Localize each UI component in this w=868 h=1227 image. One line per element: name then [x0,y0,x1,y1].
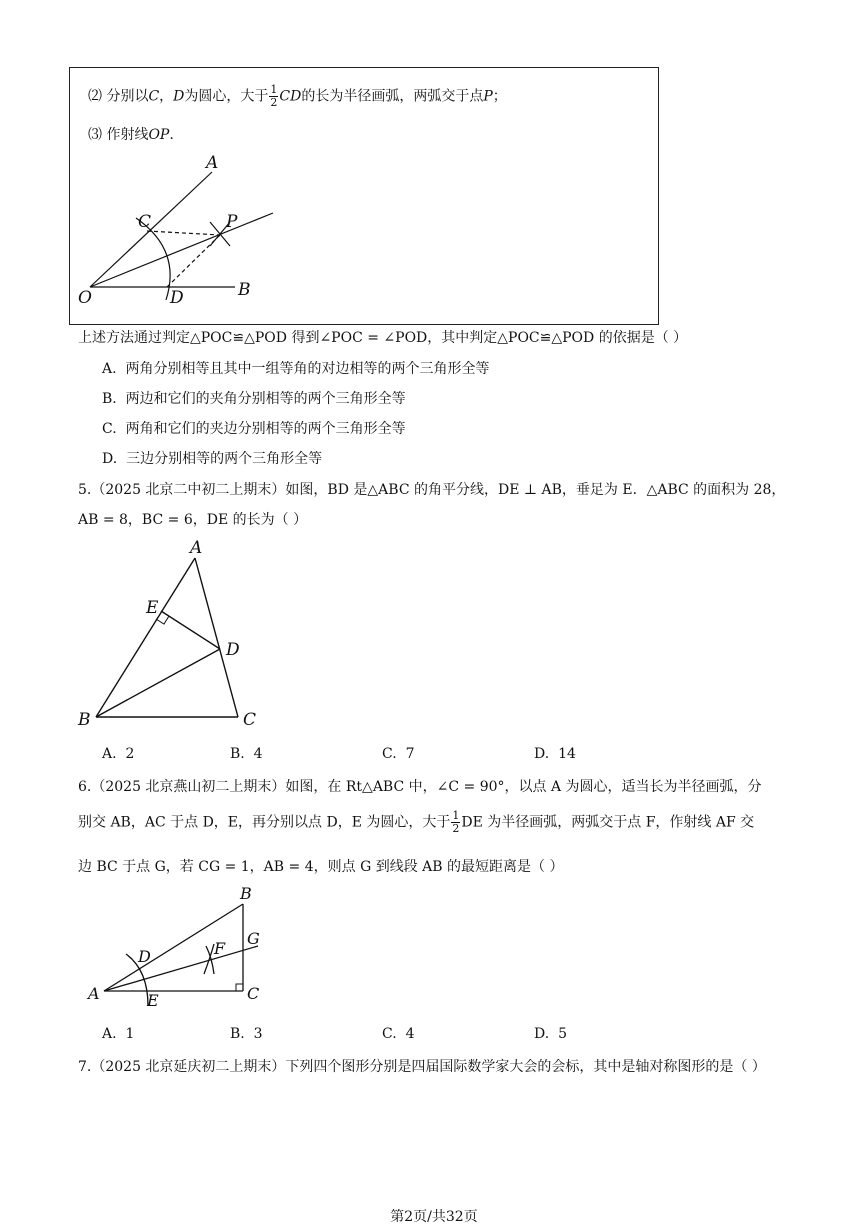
q5-option-c[interactable] [382,746,415,762]
ray-af [104,946,258,991]
q6-label-d: D [138,947,151,966]
q5-option-c-letter: C. [382,746,397,762]
q6-label-e: E [147,991,159,1010]
q6-label-b: B [240,884,252,903]
q6-label-a: A [88,984,100,1003]
q6-option-a-text: 1 [125,1026,135,1042]
q4-option-c-text: 两角和它们的夹边分别相等的两个三角形全等 [125,421,406,437]
q6-stem-line3: 边 BC 于点 G，若 CG = 1，AB = 4，则点 G 到线段 AB 的最短距离是（ ） [78,859,564,875]
q5-label-c: C [243,710,257,730]
q5-label-e: E [146,598,159,618]
step2-point-p: P [483,88,493,105]
triangle-abc-figure-q5 [72,535,272,735]
q4-option-b[interactable] [102,388,406,408]
step2-end: ； [492,88,507,105]
step3-end: . [169,127,174,143]
step-2-line [88,84,507,109]
q6-stem-line2 [78,810,754,835]
label-d: D [170,288,184,308]
step2-frac-den: 2 [270,96,278,109]
q6-option-b-text: 3 [253,1026,263,1042]
step2-segment-cd: CD [279,88,302,105]
step2-text-a: ⑵ 分别以 [88,88,149,105]
q4-option-b-letter: B. [102,391,117,407]
q6-option-b[interactable] [230,1026,263,1042]
q4-option-a-text: 两角分别相等且其中一组等角的对边相等的两个三角形全等 [125,361,490,377]
q4-option-a[interactable] [102,358,489,378]
right-angle-mark-c [236,984,243,991]
bisector-bd [96,649,220,717]
q5-stem-line1: 5.（2025 北京二中初二上期末）如图，BD 是△ABC 的角平分线，DE ⊥ AB，垂足为 E．△ABC 的面积为 28， [78,482,786,498]
step-3-line [88,124,174,144]
q6-label-g: G [247,929,260,948]
q4-option-d[interactable] [102,448,322,468]
q6-label-f: F [214,939,226,958]
q7-stem-line1: 7.（2025 北京延庆初二上期末）下列四个图形分别是四届国际数学家大会的会标，其中是轴对称图形的是（ ） [78,1059,766,1075]
q6-option-c-letter: C. [382,1026,397,1042]
q6-option-d[interactable] [534,1026,567,1042]
q6-line2-text-b: DE 为半径画弧，两弧交于点 F，作射线 AF 交 [461,814,755,831]
q5-option-b[interactable] [230,746,263,762]
q6-option-d-letter: D. [534,1026,550,1042]
q6-stem-line1: 6.（2025 北京燕山初二上期末）如图，在 Rt△ABC 中，∠C = 90°，以点 A 为圆心，适当长为半径画弧，分 [78,779,762,795]
q5-option-b-letter: B. [230,746,245,762]
q6-option-b-letter: B. [230,1026,245,1042]
q5-option-b-text: 4 [253,746,263,762]
q6-frac-den: 2 [452,822,460,835]
q5-option-c-text: 7 [405,746,415,762]
q6-option-c[interactable] [382,1026,415,1042]
page-footer: 第2页/共32页 [390,1209,478,1225]
step2-point-c: C [148,88,160,105]
q6-option-c-text: 4 [405,1026,415,1042]
q5-option-a-letter: A. [102,746,117,762]
label-c: C [138,212,152,232]
label-b: B [238,280,251,300]
q5-label-a: A [190,538,203,558]
q6-option-a[interactable] [102,1026,134,1042]
label-a: A [206,153,219,173]
q4-option-c-letter: C. [102,421,117,437]
q4-option-d-text: 三边分别相等的两个三角形全等 [126,451,323,467]
q5-option-d[interactable] [534,746,576,762]
q6-option-d-text: 5 [558,1026,568,1042]
right-triangle-figure-q6 [86,882,286,1012]
q4-option-d-letter: D. [102,451,118,467]
q6-label-c: C [247,984,260,1003]
q6-option-a-letter: A. [102,1026,117,1042]
step3-ray-op: OP [148,127,170,143]
q4-option-a-letter: A. [102,361,117,377]
q5-option-a-text: 2 [125,746,135,762]
q4-option-c[interactable] [102,418,406,438]
step2-comma: ， [159,88,174,105]
q5-label-b: B [78,710,91,730]
side-ba [96,558,195,717]
q5-option-a[interactable] [102,746,134,762]
q4-option-b-text: 两边和它们的夹角分别相等的两个三角形全等 [125,391,406,407]
step2-fraction [269,84,278,109]
q5-stem-line2: AB = 8，BC = 6，DE 的长为（ ） [78,512,308,528]
label-o: O [78,288,92,308]
step2-point-d: D [173,88,185,105]
q6-fraction [451,810,460,835]
step2-frac-num: 1 [270,83,278,96]
q6-frac-num: 1 [452,809,460,822]
label-p: P [226,212,238,232]
q5-option-d-text: 14 [558,746,576,762]
q5-label-d: D [226,640,240,660]
q4-stem: 上述方法通过判定△POC≌△POD 得到∠POC = ∠POD，其中判定△POC≌△POD 的依据是（ ） [78,330,688,346]
segment-cp [147,231,220,235]
q6-line2-text-a: 别交 AB，AC 于点 D，E，再分别以点 D，E 为圆心，大于 [78,814,451,831]
q5-option-d-letter: D. [534,746,550,762]
ray-op [90,213,273,287]
step2-text-b: 为圆心，大于 [184,88,269,105]
angle-bisector-figure [70,150,290,320]
step2-text-e: 的长为半径画弧，两弧交于点 [301,88,484,105]
step3-text-a: ⑶ 作射线 [88,127,149,143]
